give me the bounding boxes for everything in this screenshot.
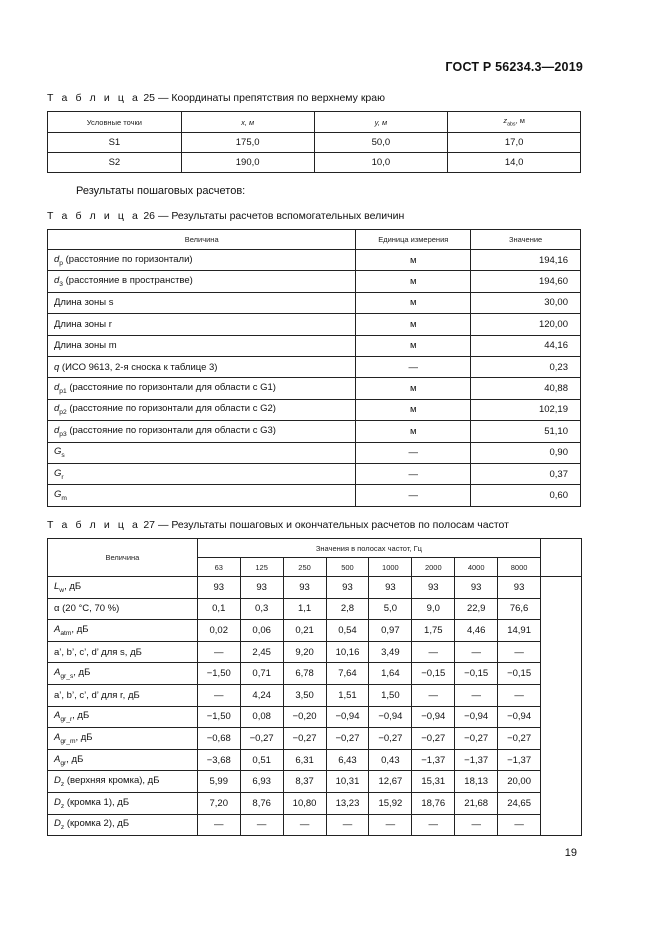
table27-cell-quantity: [48, 598, 198, 620]
table27-cell-empty: [541, 641, 582, 663]
table-row: [48, 378, 581, 399]
table26-cell-quantity: [48, 485, 356, 506]
table27-cell-value: −3,68: [197, 749, 240, 771]
table27-label: Т а б л и ц а: [47, 519, 141, 531]
table27-cell-quantity: [48, 684, 198, 706]
table25-cell-name: S1: [48, 133, 182, 153]
table27-cell-value: 0,08: [240, 706, 283, 728]
table26-cell-unit: м: [356, 335, 471, 356]
table26-cell-value: 0,60: [471, 485, 581, 506]
table-row: [48, 463, 581, 484]
table27-cell-value: 14,91: [498, 620, 541, 642]
table-row: [48, 335, 581, 356]
table27-caption: [47, 519, 509, 531]
table27-cell-empty: [541, 598, 582, 620]
quantity-text: (расстояние в пространстве): [63, 275, 193, 287]
table27-cell-value: 18,13: [455, 771, 498, 793]
table27-freq-header: 500: [326, 558, 369, 577]
table26-cell-unit: —: [356, 485, 471, 506]
table27-cell-value: 0,54: [326, 620, 369, 642]
table27-cell-empty: [541, 749, 582, 771]
quantity-text: a’, b’, c’, d’ для r, дБ: [54, 689, 140, 701]
table27-cell-value: 20,00: [498, 771, 541, 793]
table27-freq-header: 250: [283, 558, 326, 577]
quantity-subscript: gr_s: [60, 673, 74, 681]
table27-cell-quantity: [48, 771, 198, 793]
table27-cell-value: −0,27: [369, 728, 412, 750]
table26-caption: [47, 210, 404, 222]
table26-cell-quantity: [48, 271, 356, 292]
table27-cell-value: 15,31: [412, 771, 455, 793]
quantity-subscript: m: [61, 494, 67, 502]
table27-cell-empty: [541, 814, 582, 836]
quantity-symbol: A: [54, 732, 61, 743]
table27-cell-quantity: [48, 577, 198, 599]
quantity-symbol: d: [54, 382, 60, 394]
table-row: [48, 442, 581, 463]
table27-cell-empty: [541, 771, 582, 793]
table-row: [48, 292, 581, 313]
table27-cell-value: 3,49: [369, 641, 412, 663]
quantity-symbol: D: [54, 796, 61, 808]
table27-cell-value: 93: [240, 577, 283, 599]
table26-cell-value: 0,90: [471, 442, 581, 463]
table25: [47, 111, 581, 173]
table-row: [48, 399, 581, 420]
table-row: [48, 728, 582, 750]
table25-cell-name: S2: [48, 153, 182, 173]
table27-cell-value: 6,93: [240, 771, 283, 793]
table27-freq-header: 4000: [455, 558, 498, 577]
table-row: [48, 771, 582, 793]
table27-cell-value: —: [197, 814, 240, 836]
table-row: [48, 421, 581, 442]
table27-cell-quantity: [48, 706, 198, 728]
quantity-symbol: d: [54, 253, 60, 265]
table27-cell-value: −0,94: [455, 706, 498, 728]
table26-cell-unit: м: [356, 271, 471, 292]
table27-cell-quantity: [48, 641, 198, 663]
table27-freq-header: 2000: [412, 558, 455, 577]
table27-cell-value: 4,24: [240, 684, 283, 706]
table27-cell-value: 93: [197, 577, 240, 599]
table27-cell-value: 3,50: [283, 684, 326, 706]
table-row: [48, 133, 581, 153]
quantity-symbol: A: [54, 753, 61, 765]
quantity-symbol: L: [54, 580, 60, 592]
table27-cell-value: —: [326, 814, 369, 836]
table27-cell-value: −0,27: [498, 728, 541, 750]
table26-cell-unit: —: [356, 442, 471, 463]
table27-cell-value: 7,20: [197, 792, 240, 814]
table27-cell-value: —: [283, 814, 326, 836]
table27-cell-value: −0,27: [326, 728, 369, 750]
table27-cell-value: 2,45: [240, 641, 283, 663]
table-row: [48, 620, 582, 642]
table26-cell-unit: —: [356, 463, 471, 484]
quantity-symbol: A: [54, 667, 61, 679]
quantity-subscript: p: [59, 259, 63, 267]
quantity-subscript: p1: [59, 387, 67, 395]
quantity-text: (ИСО 9613, 2-я сноска к таблице 3): [59, 361, 218, 373]
table25-col-z: [448, 112, 581, 133]
table27-cell-value: 8,37: [283, 771, 326, 793]
table27-cell-quantity: [48, 728, 198, 750]
table27-cell-value: −0,15: [412, 663, 455, 685]
quantity-symbol: A: [54, 710, 61, 722]
quantity-text: (верхняя кромка), дБ: [64, 775, 160, 787]
table25-cell-z: 14,0: [448, 153, 581, 173]
table26-cell-value: 120,00: [471, 314, 581, 335]
table-row: [48, 250, 581, 271]
table27-cell-value: −0,15: [455, 663, 498, 685]
quantity-symbol: D: [54, 775, 61, 787]
table27-cell-empty: [541, 684, 582, 706]
table27-cell-value: —: [412, 641, 455, 663]
table27-cell-value: 0,21: [283, 620, 326, 642]
table27-header-row: [48, 539, 582, 558]
table26-cell-value: 194,60: [471, 271, 581, 292]
table26-cell-quantity: [48, 314, 356, 335]
table27-cell-value: —: [197, 641, 240, 663]
table27-cell-value: 0,97: [369, 620, 412, 642]
table27-cell-value: 5,0: [369, 598, 412, 620]
table26-cell-quantity: [48, 463, 356, 484]
table27-cell-value: −0,94: [326, 706, 369, 728]
table27-cell-value: −1,50: [197, 706, 240, 728]
table27-cell-value: 1,64: [369, 663, 412, 685]
table27-col-freq-group: Значения в полосах частот, Гц: [197, 539, 540, 558]
table27-cell-quantity: [48, 792, 198, 814]
table27-cell-value: 0,1: [197, 598, 240, 620]
table26-label: Т а б л и ц а: [47, 210, 141, 222]
table27-cell-value: −0,94: [369, 706, 412, 728]
table-row: [48, 663, 582, 685]
table27-cell-value: 1,75: [412, 620, 455, 642]
quantity-subscript: p2: [59, 409, 67, 417]
quantity-subscript: gr: [60, 759, 67, 767]
table26-cell-value: 30,00: [471, 292, 581, 313]
page-number: 19: [564, 847, 577, 859]
table26-cell-unit: м: [356, 378, 471, 399]
table25-cell-y: 10,0: [314, 153, 448, 173]
table27-cell-value: 93: [283, 577, 326, 599]
table27-cell-value: —: [369, 814, 412, 836]
table26-cell-value: 194,16: [471, 250, 581, 271]
quantity-text: (кромка 2), дБ: [64, 818, 130, 830]
table26-col-quantity: Величина: [48, 230, 356, 250]
table26-cell-quantity: [48, 292, 356, 313]
table26-cell-value: 102,19: [471, 399, 581, 420]
table25-col-point: Условные точки: [48, 112, 182, 133]
table26-cell-unit: м: [356, 292, 471, 313]
table26-title: 26 — Результаты расчетов вспомогательных величин: [143, 210, 405, 222]
table27-cell-value: 4,46: [455, 620, 498, 642]
table27-cell-value: 93: [326, 577, 369, 599]
table27-cell-value: −0,27: [240, 728, 283, 750]
table26-cell-unit: —: [356, 356, 471, 377]
quantity-subscript: w: [59, 586, 65, 594]
table-row: [48, 577, 582, 599]
table-row: [48, 706, 582, 728]
table27-cell-value: 93: [498, 577, 541, 599]
table27-cell-value: −0,27: [412, 728, 455, 750]
table27-cell-value: —: [498, 814, 541, 836]
table26-cell-quantity: [48, 421, 356, 442]
table-row: [48, 641, 582, 663]
table27-cell-value: −0,94: [498, 706, 541, 728]
table27-cell-value: —: [455, 814, 498, 836]
table25-caption: [47, 92, 385, 104]
table27-cell-value: 10,31: [326, 771, 369, 793]
section-note: Результаты пошаговых расчетов:: [76, 185, 246, 197]
table27-freq-header: 1000: [369, 558, 412, 577]
table27-cell-value: 5,99: [197, 771, 240, 793]
table27-cell-value: 9,20: [283, 641, 326, 663]
quantity-symbol: G: [54, 467, 62, 479]
document-standard-header: ГОСТ Р 56234.3—2019: [445, 60, 583, 74]
table27-cell-value: 1,51: [326, 684, 369, 706]
table27-cell-empty: [541, 620, 582, 642]
table27-cell-quantity: [48, 663, 198, 685]
table27-cell-value: −1,37: [498, 749, 541, 771]
table25-col-x: x, м: [181, 112, 314, 133]
table-row: [48, 314, 581, 335]
table27-freq-header: 8000: [498, 558, 541, 577]
table-row: [48, 356, 581, 377]
table27-cell-value: 22,9: [455, 598, 498, 620]
table27-cell-quantity: [48, 620, 198, 642]
quantity-subscript: gr_m: [60, 737, 76, 745]
table27-cell-value: 6,31: [283, 749, 326, 771]
table27-cell-value: 7,64: [326, 663, 369, 685]
table27-title: 27 — Результаты пошаговых и окончательных расчетов по полосам частот: [143, 519, 509, 531]
table26-col-value: Значение: [471, 230, 581, 250]
quantity-text: , дБ: [73, 667, 91, 679]
table26-cell-quantity: [48, 442, 356, 463]
quantity-symbol: D: [54, 818, 61, 830]
table27-col-quantity: Величина: [48, 539, 198, 577]
table26-header-row: [48, 230, 581, 250]
table27-freq-header: 63: [197, 558, 240, 577]
quantity-text: (расстояние по горизонтали): [63, 253, 193, 265]
table25-cell-y: 50,0: [314, 133, 448, 153]
table27-cell-value: 2,8: [326, 598, 369, 620]
table27-cell-value: −0,20: [283, 706, 326, 728]
table27-cell-value: 76,6: [498, 598, 541, 620]
table26-cell-unit: м: [356, 314, 471, 335]
table-row: [48, 749, 582, 771]
table27-cell-value: —: [240, 814, 283, 836]
table25-cell-z: 17,0: [448, 133, 581, 153]
table27-cell-value: −0,68: [197, 728, 240, 750]
table27-cell-value: −1,37: [412, 749, 455, 771]
table26-cell-value: 44,16: [471, 335, 581, 356]
table26: [47, 229, 581, 507]
table27-cell-quantity: [48, 749, 198, 771]
table27-cell-value: 0,51: [240, 749, 283, 771]
table27-cell-value: —: [455, 641, 498, 663]
table25-title: 25 — Координаты препятствия по верхнему краю: [143, 92, 385, 104]
table26-cell-quantity: [48, 378, 356, 399]
table-row: [48, 153, 581, 173]
table27-cell-value: 0,3: [240, 598, 283, 620]
quantity-text: (расстояние по горизонтали для области с G1): [66, 382, 276, 394]
quantity-subscript: z: [60, 824, 65, 832]
table27-cell-value: —: [412, 814, 455, 836]
quantity-text: α (20 °C, 70 %): [54, 603, 120, 615]
table27-cell-value: 0,02: [197, 620, 240, 642]
table27-cell-value: 93: [369, 577, 412, 599]
quantity-text: , дБ: [64, 580, 82, 592]
quantity-text: (расстояние по горизонтали для области с G2): [66, 403, 276, 415]
table-row: [48, 684, 582, 706]
table27-cell-value: 0,43: [369, 749, 412, 771]
table26-col-unit: Единица измерения: [356, 230, 471, 250]
table27-cell-value: 13,23: [326, 792, 369, 814]
quantity-symbol: G: [54, 489, 62, 501]
table27-cell-value: 21,68: [455, 792, 498, 814]
table26-cell-quantity: [48, 335, 356, 356]
table26-cell-value: 51,10: [471, 421, 581, 442]
table27-cell-value: 1,50: [369, 684, 412, 706]
quantity-symbol: G: [54, 446, 62, 458]
table27-cell-quantity: [48, 814, 198, 836]
table25-col-y: y, м: [314, 112, 448, 133]
quantity-symbol: q: [54, 361, 60, 373]
table27-cell-value: 10,16: [326, 641, 369, 663]
quantity-text: , дБ: [71, 624, 89, 636]
table26-cell-quantity: [48, 250, 356, 271]
table27-cell-value: −0,27: [283, 728, 326, 750]
quantity-text: a’, b’, c’, d’ для s, дБ: [54, 646, 142, 658]
quantity-subscript: 3: [59, 281, 63, 289]
table27-cell-empty: [541, 663, 582, 685]
table26-cell-quantity: [48, 399, 356, 420]
table26-cell-quantity: [48, 356, 356, 377]
table26-cell-value: 0,23: [471, 356, 581, 377]
quantity-text: (кромка 1), дБ: [64, 796, 130, 808]
quantity-subscript: r: [61, 473, 64, 481]
table27-cell-value: 1,1: [283, 598, 326, 620]
table27-cell-value: —: [498, 684, 541, 706]
table25-cell-x: 190,0: [181, 153, 314, 173]
table25-header-row: [48, 112, 581, 133]
table27-cell-empty: [541, 577, 582, 599]
table27-cell-value: —: [455, 684, 498, 706]
quantity-text: Длина зоны m: [54, 340, 117, 352]
table25-col-z-unit: , м: [515, 116, 525, 126]
table27-cell-value: 0,71: [240, 663, 283, 685]
table26-cell-unit: м: [356, 421, 471, 442]
table27-cell-value: 6,43: [326, 749, 369, 771]
quantity-symbol: d: [54, 403, 60, 415]
table27-cell-value: 24,65: [498, 792, 541, 814]
table26-cell-value: 40,88: [471, 378, 581, 399]
quantity-text: , дБ: [66, 753, 84, 765]
table27-cell-value: 0,06: [240, 620, 283, 642]
table27: [47, 538, 582, 836]
table27-cell-value: 6,78: [283, 663, 326, 685]
quantity-text: Длина зоны r: [54, 318, 112, 330]
table27-cell-value: 18,76: [412, 792, 455, 814]
quantity-text: (расстояние по горизонтали для области с G3): [66, 424, 276, 436]
table27-cell-empty: [541, 728, 582, 750]
quantity-symbol: d: [54, 424, 60, 436]
table27-cell-value: −1,50: [197, 663, 240, 685]
table27-cell-value: 10,80: [283, 792, 326, 814]
table25-label: Т а б л и ц а: [47, 92, 141, 104]
table26-cell-unit: м: [356, 399, 471, 420]
quantity-symbol: A: [54, 624, 61, 636]
quantity-subscript: gr_r: [60, 716, 73, 724]
quantity-subscript: s: [61, 452, 65, 460]
table27-cell-empty: [541, 792, 582, 814]
table26-cell-value: 0,37: [471, 463, 581, 484]
table27-cell-value: 93: [455, 577, 498, 599]
quantity-text: Длина зоны s: [54, 297, 114, 309]
quantity-symbol: d: [54, 275, 60, 287]
table26-cell-unit: м: [356, 250, 471, 271]
table27-cell-value: —: [197, 684, 240, 706]
table-row: [48, 271, 581, 292]
table25-col-z-symbol: z: [503, 116, 508, 126]
table-row: [48, 485, 581, 506]
table27-cell-value: 12,67: [369, 771, 412, 793]
quantity-text: , дБ: [75, 732, 93, 743]
table27-cell-value: 8,76: [240, 792, 283, 814]
table27-cell-value: 9,0: [412, 598, 455, 620]
quantity-subscript: z: [60, 781, 65, 789]
table27-cell-value: −0,27: [455, 728, 498, 750]
table27-cell-value: —: [498, 641, 541, 663]
table-row: [48, 792, 582, 814]
table-row: [48, 598, 582, 620]
quantity-text: , дБ: [72, 710, 90, 722]
table27-freq-header: 125: [240, 558, 283, 577]
table27-cell-value: 15,92: [369, 792, 412, 814]
table27-cell-empty: [541, 706, 582, 728]
quantity-subscript: p3: [59, 430, 67, 438]
quantity-subscript: z: [60, 802, 65, 810]
table27-cell-value: —: [412, 684, 455, 706]
quantity-subscript: atm: [60, 629, 72, 637]
table25-col-z-subscript: abs: [507, 121, 516, 128]
table27-cell-value: −0,15: [498, 663, 541, 685]
table27-col-empty: [541, 539, 582, 577]
table27-cell-value: −0,94: [412, 706, 455, 728]
table27-cell-value: −1,37: [455, 749, 498, 771]
table27-cell-value: 93: [412, 577, 455, 599]
table-row: [48, 814, 582, 836]
table25-cell-x: 175,0: [181, 133, 314, 153]
